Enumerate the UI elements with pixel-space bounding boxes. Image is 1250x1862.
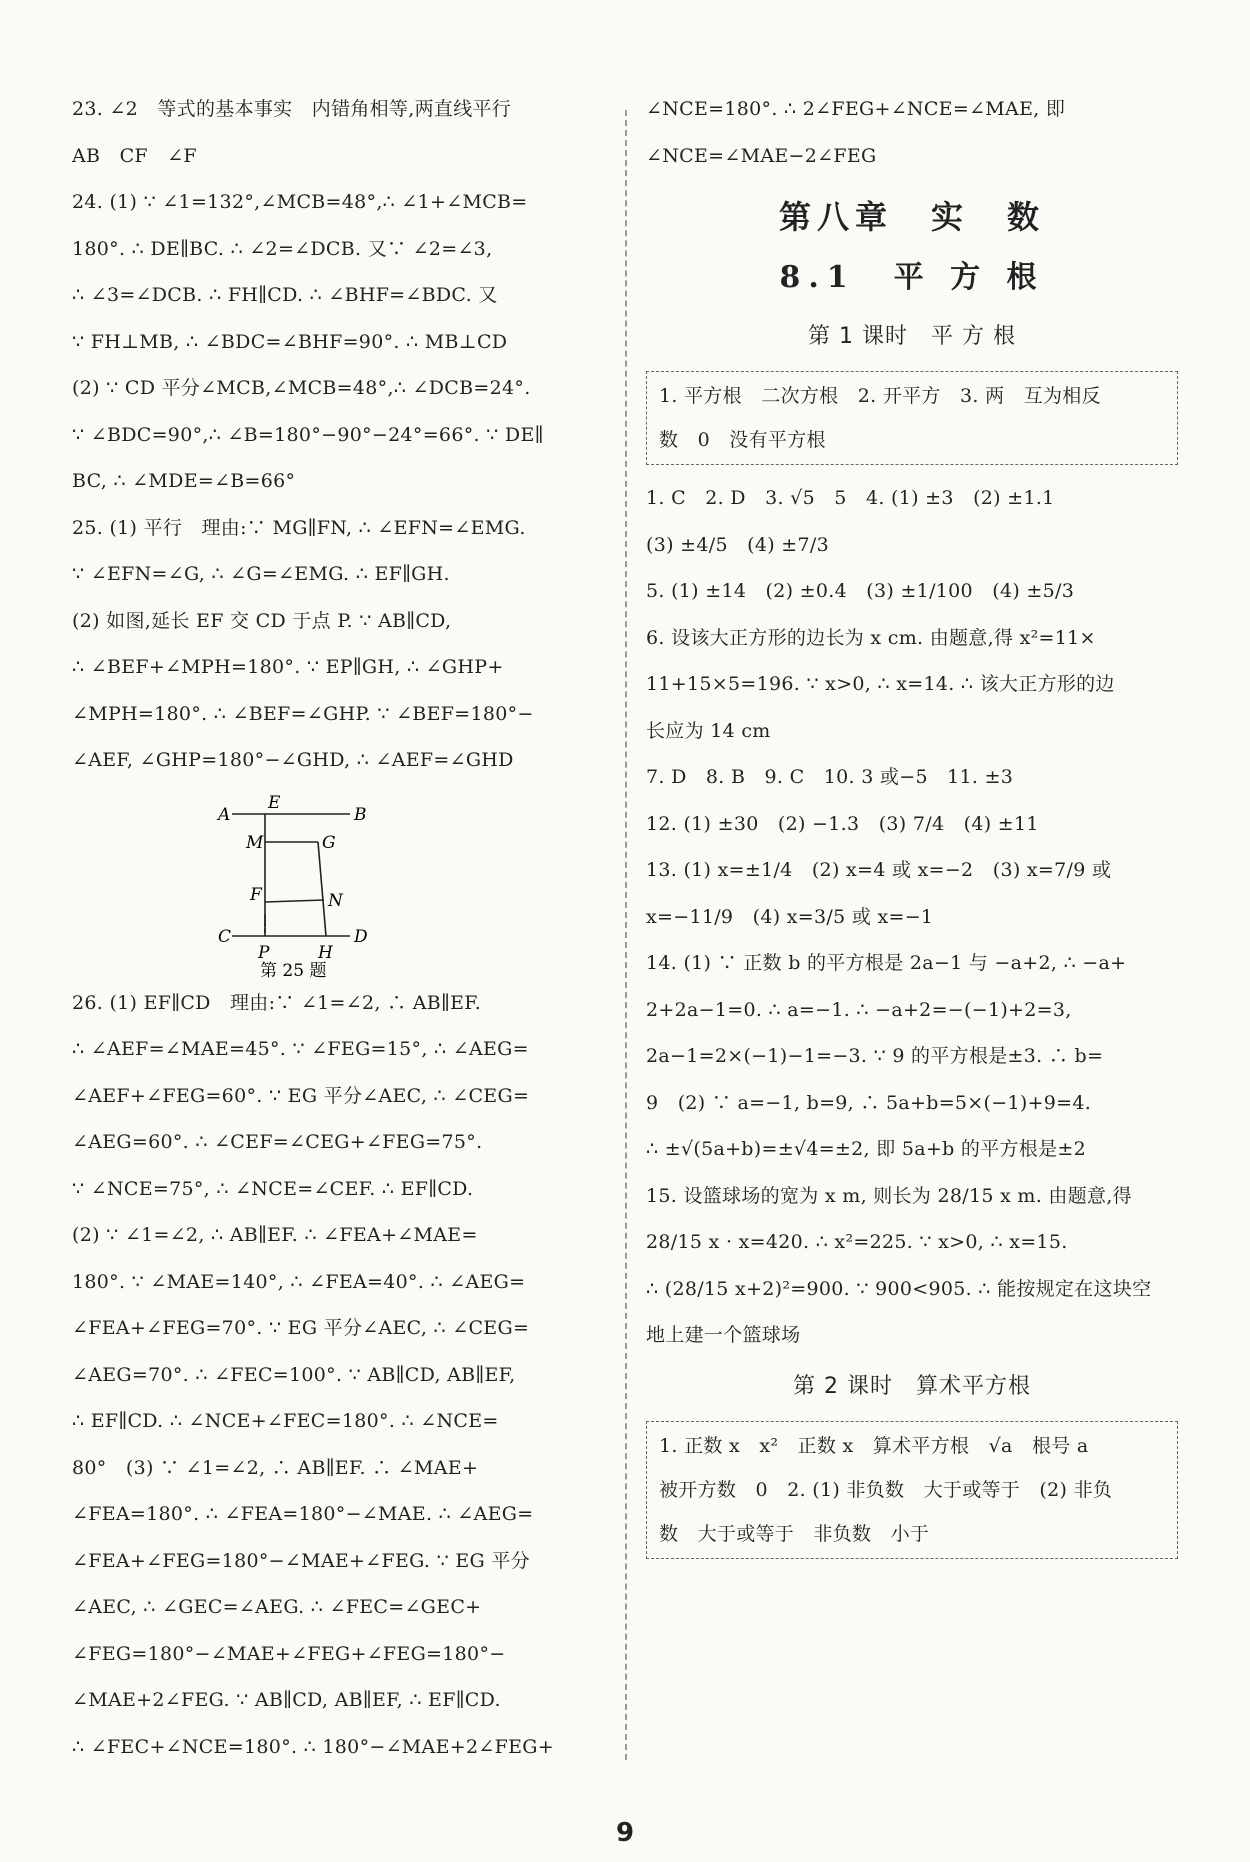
answer-line: 9 (2) ∵ a=−1, b=9, ∴ 5a+b=5×(−1)+9=4.: [646, 1091, 1092, 1114]
answer-line: 2a−1=2×(−1)−1=−3. ∵ 9 的平方根是±3. ∴ b=: [646, 1045, 1104, 1067]
fig-label-f: F: [250, 884, 262, 905]
answer-line: 地上建一个篮球场: [646, 1324, 801, 1346]
answer-line: ∵ ∠EFN=∠G, ∴ ∠G=∠EMG. ∴ EF∥GH.: [72, 563, 450, 585]
page-number: 9: [615, 1818, 635, 1848]
answer-line: 28/15 x · x=420. ∴ x²=225. ∵ x>0, ∴ x=15.: [646, 1231, 1068, 1253]
answer-line: 1. 正数 x x² 正数 x 算术平方根 √a 根号 a: [659, 1434, 1089, 1457]
fig-label-c: C: [218, 926, 232, 947]
answer-line: (2) ∵ ∠1=∠2, ∴ AB∥EF. ∴ ∠FEA+∠MAE=: [72, 1224, 478, 1246]
answer-line: 7. D 8. B 9. C 10. 3 或−5 11. ±3: [646, 766, 1014, 788]
figure-25-diagram: [72, 790, 608, 980]
answer-line: 1. C 2. D 3. √5 5 4. (1) ±3 (2) ±1.1: [646, 487, 1055, 509]
answer-line: ∵ FH⊥MB, ∴ ∠BDC=∠BHF=90°. ∴ MB⊥CD: [72, 330, 508, 353]
answer-line: 13. (1) x=±1/4 (2) x=4 或 x=−2 (3) x=7/9 或: [646, 859, 1112, 881]
answer-line: 长应为 14 cm: [646, 719, 771, 742]
left-answers-part-1: [72, 86, 608, 784]
fig-label-b: B: [354, 804, 367, 825]
concept-box-2: [646, 1421, 1178, 1559]
answer-line: ∠AEC, ∴ ∠GEC=∠AEG. ∴ ∠FEC=∠GEC+: [72, 1596, 482, 1618]
left-column: [72, 86, 608, 1770]
answer-line: ∵ ∠NCE=75°, ∴ ∠NCE=∠CEF. ∴ EF∥CD.: [72, 1177, 474, 1200]
answer-line: ∠NCE=∠MAE−2∠FEG: [646, 144, 877, 167]
answer-line: (2) 如图,延长 EF 交 CD 于点 P. ∵ AB∥CD,: [72, 609, 452, 632]
fig-label-p: P: [258, 942, 270, 963]
fig-label-m: M: [246, 832, 264, 853]
answer-line: 2+2a−1=0. ∴ a=−1. ∴ −a+2=−(−1)+2=3,: [646, 998, 1072, 1021]
fig-label-e: E: [268, 792, 281, 813]
left-answers-part-2: [72, 980, 608, 1771]
answer-line: ∠AEF+∠FEG=60°. ∵ EG 平分∠AEC, ∴ ∠CEG=: [72, 1084, 530, 1107]
answer-line: 数 0 没有平方根: [659, 429, 826, 451]
answer-line: 15. 设篮球场的宽为 x m, 则长为 28/15 x m. 由题意,得: [646, 1184, 1132, 1207]
answer-line: 1. 平方根 二次方根 2. 开平方 3. 两 互为相反: [659, 385, 1101, 407]
answer-line: 180°. ∵ ∠MAE=140°, ∴ ∠FEA=40°. ∴ ∠AEG=: [72, 1270, 526, 1293]
fig-label-n: N: [328, 890, 343, 911]
answer-line: ∠NCE=180°. ∴ 2∠FEG+∠NCE=∠MAE, 即: [646, 98, 1066, 120]
answer-line: ∠FEA+∠FEG=70°. ∵ EG 平分∠AEC, ∴ ∠CEG=: [72, 1317, 530, 1339]
fig-label-h: H: [318, 942, 333, 963]
answer-line: 数 大于或等于 非负数 小于: [659, 1522, 930, 1545]
answer-line: ∵ ∠BDC=90°,∴ ∠B=180°−90°−24°=66°. ∵ DE∥: [72, 423, 544, 446]
answer-line: 被开方数 0 2. (1) 非负数 大于或等于 (2) 非负: [659, 1478, 1113, 1501]
column-divider: [625, 110, 627, 1760]
answer-line: 14. (1) ∵ 正数 b 的平方根是 2a−1 与 −a+2, ∴ −a+: [646, 952, 1127, 974]
answer-line: ∴ ±√(5a+b)=±√4=±2, 即 5a+b 的平方根是±2: [646, 1138, 1087, 1160]
answer-line: ∠AEG=70°. ∴ ∠FEC=100°. ∵ AB∥CD, AB∥EF,: [72, 1363, 516, 1386]
fig-label-a: A: [218, 804, 231, 825]
right-answers-part-2: [646, 475, 1178, 1359]
answer-line: BC, ∴ ∠MDE=∠B=66°: [72, 470, 296, 492]
answer-line: ∠FEG=180°−∠MAE+∠FEG+∠FEG=180°−: [72, 1642, 506, 1665]
concept-box-1: [646, 371, 1178, 465]
answer-line: ∠AEG=60°. ∴ ∠CEF=∠CEG+∠FEG=75°.: [72, 1131, 483, 1153]
answer-line: ∠FEA=180°. ∴ ∠FEA=180°−∠MAE. ∴ ∠AEG=: [72, 1503, 534, 1525]
right-column: [646, 86, 1178, 1569]
answer-line: ∠FEA+∠FEG=180°−∠MAE+∠FEG. ∵ EG 平分: [72, 1549, 530, 1572]
answer-line: ∴ (28/15 x+2)²=900. ∵ 900<905. ∴ 能按规定在这块空: [646, 1277, 1152, 1300]
answer-line: 80° (3) ∵ ∠1=∠2, ∴ AB∥EF. ∴ ∠MAE+: [72, 1456, 479, 1479]
answer-line: 6. 设该大正方形的边长为 x cm. 由题意,得 x²=11×: [646, 626, 1096, 649]
answer-line: 12. (1) ±30 (2) −1.3 (3) 7/4 (4) ±11: [646, 812, 1039, 835]
answer-line: ∠AEF, ∠GHP=180°−∠GHD, ∴ ∠AEF=∠GHD: [72, 749, 514, 771]
answer-line: 25. (1) 平行 理由:∵ MG∥FN, ∴ ∠EFN=∠EMG.: [72, 516, 526, 539]
answer-line: ∴ ∠FEC+∠NCE=180°. ∴ 180°−∠MAE+2∠FEG+: [72, 1735, 554, 1758]
answer-line: (3) ±4/5 (4) ±7/3: [646, 533, 830, 556]
answer-line: 26. (1) EF∥CD 理由:∵ ∠1=∠2, ∴ AB∥EF.: [72, 991, 482, 1014]
answer-line: 23. ∠2 等式的基本事实 内错角相等,两直线平行: [72, 98, 512, 120]
figure-25: [72, 790, 608, 980]
fig-label-d: D: [354, 926, 368, 947]
answer-line: ∴ ∠BEF+∠MPH=180°. ∵ EP∥GH, ∴ ∠GHP+: [72, 656, 504, 678]
answer-line: 24. (1) ∵ ∠1=132°,∠MCB=48°,∴ ∠1+∠MCB=: [72, 191, 528, 213]
answer-line: AB CF ∠F: [72, 144, 197, 167]
answer-line: (2) ∵ CD 平分∠MCB,∠MCB=48°,∴ ∠DCB=24°.: [72, 377, 531, 399]
lesson-1-title: 第 1 课时 平 方 根: [808, 324, 1016, 349]
chapter-title: 第八章 实 数: [778, 198, 1045, 236]
answer-line: 180°. ∴ DE∥BC. ∴ ∠2=∠DCB. 又∵ ∠2=∠3,: [72, 237, 493, 260]
answer-line: x=−11/9 (4) x=3/5 或 x=−1: [646, 905, 934, 928]
right-answers-part-1: [646, 86, 1178, 179]
answer-line: ∠MAE+2∠FEG. ∵ AB∥CD, AB∥EF, ∴ EF∥CD.: [72, 1689, 501, 1711]
lesson-2-title: 第 2 课时 算术平方根: [793, 1373, 1031, 1399]
answer-line: ∴ EF∥CD. ∴ ∠NCE+∠FEC=180°. ∴ ∠NCE=: [72, 1410, 499, 1432]
answer-line: 5. (1) ±14 (2) ±0.4 (3) ±1/100 (4) ±5/3: [646, 580, 1075, 602]
answer-line: 11+15×5=196. ∵ x>0, ∴ x=14. ∴ 该大正方形的边: [646, 673, 1115, 695]
answer-line: ∴ ∠AEF=∠MAE=45°. ∵ ∠FEG=15°, ∴ ∠AEG=: [72, 1038, 529, 1060]
answer-line: ∴ ∠3=∠DCB. ∴ FH∥CD. ∴ ∠BHF=∠BDC. 又: [72, 284, 498, 306]
section-title: 8.1 平 方 根: [779, 260, 1045, 295]
figure-caption: 第 25 题: [260, 960, 327, 980]
answer-line: ∠MPH=180°. ∴ ∠BEF=∠GHP. ∵ ∠BEF=180°−: [72, 702, 534, 725]
fig-label-g: G: [322, 832, 336, 853]
